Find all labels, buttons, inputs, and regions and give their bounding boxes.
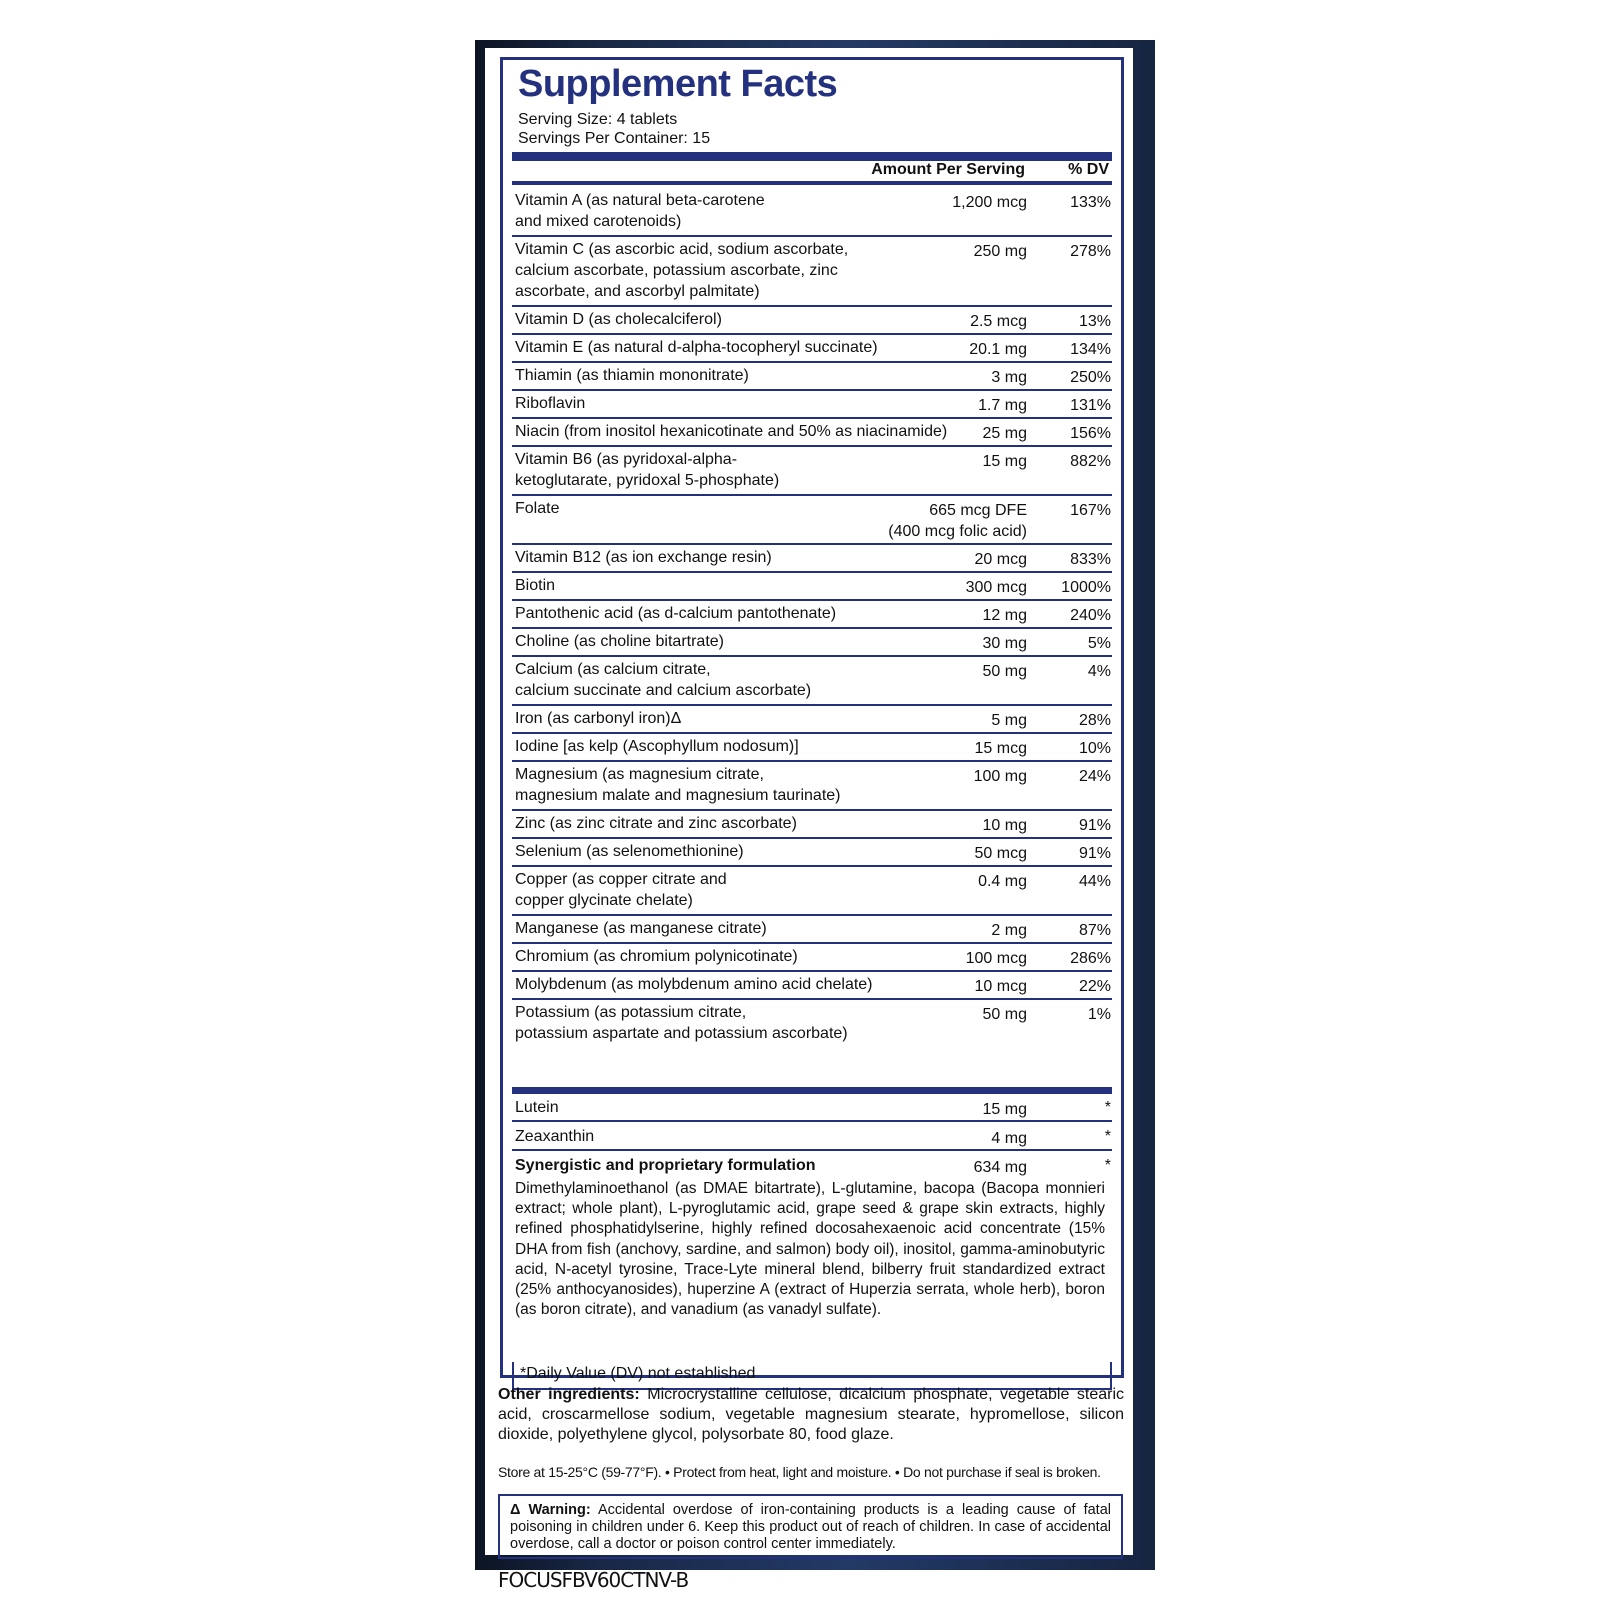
blend-ingredients: Dimethylaminoethanol (as DMAE bitartrate), L-glutamine, bacopa (Bacopa monnieri extract; whole plant), L-pyroglutamic acid, grape seed & grape skin extracts, highly refined phosphatidylserine, highly refined docosahexaenoic acid concentrate (15% DHA from fish (anchovy, sardine, and salmon) body oil), inositol, gamma-aminobutyric acid, N-acetyl tyrosine, Trace-Lyte mineral blend, bilberry fruit standardized extract (25% anthocyanosides), huperzine A (extract of Huperzia serrata, whole herb), boron (as boron citrate), and vanadium (as vanadyl sulfate).: [515, 1180, 1105, 1319]
row-divider: [512, 494, 1112, 496]
nutrient-dv: 28%: [1078, 712, 1111, 729]
supplement-facts-box: [500, 57, 1124, 1382]
nutrient-name-line: Zinc (as zinc citrate and zinc ascorbate): [515, 815, 797, 832]
nutrient-dv: 240%: [1070, 607, 1111, 624]
nutrient-dv: 10%: [1078, 740, 1111, 757]
nutrient-amount: [847, 710, 1027, 731]
row-divider: [512, 445, 1112, 447]
nutrient-amount: [847, 948, 1027, 969]
nutrient-amount-line: 250 mg: [973, 243, 1027, 260]
nutrient-name-line: Potassium (as potassium citrate,: [515, 1004, 747, 1021]
nutrient-amount: [847, 192, 1027, 213]
other-ingredients-label: Other ingredients:: [498, 1386, 640, 1403]
nutrient-amount: [847, 241, 1027, 262]
nutrient-dv: 833%: [1070, 551, 1111, 568]
section-rule: [512, 1087, 1112, 1094]
nutrient-dv: 156%: [1070, 425, 1111, 442]
row-divider: [512, 655, 1112, 657]
nutrient-dv: 91%: [1078, 845, 1111, 862]
nutrient-name-line: Vitamin E (as natural d-alpha-tocopheryl succinate): [515, 339, 878, 356]
lutein-dv: *: [1104, 1099, 1111, 1116]
nutrient-amount-line: 50 mg: [982, 1006, 1027, 1023]
nutrient-name-line: Copper (as copper citrate and: [515, 871, 727, 888]
nutrient-name-line: Folate: [515, 500, 560, 517]
row-divider: [512, 627, 1112, 629]
nutrient-amount-line: 10 mcg: [974, 978, 1027, 995]
nutrient-amount: [847, 605, 1027, 626]
nutrient-name-line: Vitamin C (as ascorbic acid, sodium ascorbate,: [515, 241, 849, 258]
nutrient-dv: 882%: [1070, 453, 1111, 470]
nutrient-amount-line: (400 mcg folic acid): [888, 523, 1027, 540]
serving-size: Serving Size: 4 tablets: [518, 111, 678, 128]
nutrient-name-line: Selenium (as selenomethionine): [515, 843, 744, 860]
nutrient-name-line: Vitamin B6 (as pyridoxal-alpha-: [515, 451, 738, 468]
nutrient-amount: [847, 367, 1027, 388]
row-divider: [512, 417, 1112, 419]
nutrient-dv: 91%: [1078, 817, 1111, 834]
row-divider: [512, 704, 1112, 706]
row-divider: [512, 235, 1112, 237]
row-divider: [512, 389, 1112, 391]
nutrient-amount: [847, 311, 1027, 332]
nutrient-name-line: Iron (as carbonyl iron)Δ: [515, 710, 682, 727]
nutrient-dv: 286%: [1070, 950, 1111, 967]
nutrient-name-line: and mixed carotenoids): [515, 213, 682, 230]
nutrient-name-line: Calcium (as calcium citrate,: [515, 661, 711, 678]
row-divider: [512, 1149, 1112, 1151]
nutrient-amount: [847, 738, 1027, 759]
nutrient-amount-line: 10 mg: [982, 817, 1027, 834]
nutrient-dv: 1%: [1087, 1006, 1111, 1023]
nutrient-dv: 134%: [1070, 341, 1111, 358]
nutrient-amount-line: 12 mg: [982, 607, 1027, 624]
nutrient-name-line: Iodine [as kelp (Ascophyllum nodosum)]: [515, 738, 799, 755]
nutrient-amount-line: 50 mcg: [974, 845, 1027, 862]
nutrient-dv: 87%: [1078, 922, 1111, 939]
nutrient-amount-line: 30 mg: [982, 635, 1027, 652]
blend-amount: 634 mg: [973, 1159, 1027, 1176]
nutrient-dv: 24%: [1078, 768, 1111, 785]
nutrient-name-line: Riboflavin: [515, 395, 586, 412]
nutrient-name-line: potassium aspartate and potassium ascorbate): [515, 1025, 848, 1042]
row-divider: [512, 361, 1112, 363]
row-divider: [512, 543, 1112, 545]
nutrient-amount-line: 0.4 mg: [978, 873, 1027, 890]
nutrient-dv: 1000%: [1061, 579, 1111, 596]
nutrient-dv: 4%: [1087, 663, 1111, 680]
nutrient-dv: 131%: [1070, 397, 1111, 414]
nutrient-name-line: ascorbate, and ascorbyl palmitate): [515, 283, 760, 300]
row-divider: [512, 305, 1112, 307]
nutrient-name-line: Thiamin (as thiamin mononitrate): [515, 367, 749, 384]
nutrient-amount: [847, 451, 1027, 472]
nutrient-name-line: Biotin: [515, 577, 556, 594]
nutrient-amount-line: 15 mg: [982, 453, 1027, 470]
nutrient-amount-line: 20.1 mg: [969, 341, 1027, 358]
zeaxanthin-amount: 4 mg: [991, 1130, 1027, 1147]
nutrient-amount: [847, 843, 1027, 864]
zeaxanthin-dv: *: [1104, 1128, 1111, 1145]
amount-per-serving-header: Amount Per Serving: [871, 161, 1025, 178]
blend-name: Synergistic and proprietary formulation: [515, 1157, 816, 1174]
nutrient-amount: [847, 976, 1027, 997]
nutrient-amount-line: 1.7 mg: [978, 397, 1027, 414]
lutein-amount: 15 mg: [982, 1101, 1027, 1118]
nutrient-name-line: Vitamin B12 (as ion exchange resin): [515, 549, 772, 566]
nutrient-name-line: copper glycinate chelate): [515, 892, 693, 909]
row-divider: [512, 809, 1112, 811]
nutrient-amount-line: 5 mg: [991, 712, 1027, 729]
row-divider: [512, 732, 1112, 734]
row-divider: [512, 837, 1112, 839]
row-divider: [512, 599, 1112, 601]
nutrient-dv: 13%: [1078, 313, 1111, 330]
nutrient-amount: [847, 815, 1027, 836]
other-ingredients: [498, 1385, 1124, 1445]
nutrient-amount: [847, 423, 1027, 444]
nutrient-name-line: calcium ascorbate, potassium ascorbate, zinc: [515, 262, 838, 279]
label-card: [485, 48, 1133, 1592]
row-divider: [512, 333, 1112, 335]
nutrient-dv: 5%: [1087, 635, 1111, 652]
product-code: FOCUSFBV60CTNV-B: [498, 1568, 689, 1592]
row-divider: [512, 571, 1112, 573]
nutrient-name-line: Pantothenic acid (as d-calcium pantothenate): [515, 605, 837, 622]
nutrient-amount-line: 50 mg: [982, 663, 1027, 680]
nutrient-amount-line: 100 mcg: [965, 950, 1027, 967]
nutrient-name-line: ketoglutarate, pyridoxal 5-phosphate): [515, 472, 780, 489]
nutrient-amount: [847, 395, 1027, 416]
nutrient-amount-line: 2.5 mcg: [970, 313, 1027, 330]
nutrient-dv: 133%: [1070, 194, 1111, 211]
iron-warning-box: [498, 1494, 1123, 1559]
nutrient-amount: [847, 500, 1027, 542]
column-header-rule: [512, 181, 1112, 185]
row-divider: [512, 865, 1112, 867]
row-divider: [512, 942, 1112, 944]
nutrient-amount: [847, 577, 1027, 598]
nutrient-amount: [847, 339, 1027, 360]
nutrient-name-line: calcium succinate and calcium ascorbate): [515, 682, 812, 699]
nutrient-amount-line: 15 mcg: [974, 740, 1027, 757]
nutrient-amount: [847, 633, 1027, 654]
row-divider: [512, 998, 1112, 1000]
nutrient-name-line: Choline (as choline bitartrate): [515, 633, 724, 650]
nutrient-name-line: Manganese (as manganese citrate): [515, 920, 767, 937]
facts-title: Supplement Facts: [518, 63, 838, 105]
row-divider: [512, 1120, 1112, 1122]
nutrient-amount-line: 300 mcg: [965, 579, 1027, 596]
nutrient-name-line: Chromium (as chromium polynicotinate): [515, 948, 798, 965]
nutrient-dv: 44%: [1078, 873, 1111, 890]
nutrient-amount: [847, 871, 1027, 892]
nutrient-amount-line: 665 mcg DFE: [929, 502, 1027, 519]
nutrient-amount-line: 20 mcg: [974, 551, 1027, 568]
nutrient-name-line: Molybdenum (as molybdenum amino acid chelate): [515, 976, 873, 993]
blend-dv: *: [1104, 1157, 1111, 1174]
zeaxanthin-name: Zeaxanthin: [515, 1128, 595, 1145]
servings-per-container: Servings Per Container: 15: [518, 130, 711, 147]
nutrient-dv: 167%: [1070, 502, 1111, 519]
nutrient-dv: 278%: [1070, 243, 1111, 260]
other-ingredients-text: Microcrystalline cellulose, dicalcium phosphate, vegetable stearic acid, croscarmellose sodium, vegetable magnesium stearate, hypromellose, silicon dioxide, polyethylene glycol, polysorbate 80, food glaze.: [498, 1386, 1125, 1443]
nutrient-name-line: Vitamin A (as natural beta-carotene: [515, 192, 765, 209]
storage-instructions: Store at 15-25°C (59-77°F). • Protect from heat, light and moisture. • Do not purchase if seal is broken.: [498, 1464, 1101, 1480]
nutrient-amount-line: 100 mg: [973, 768, 1027, 785]
nutrient-amount: [847, 661, 1027, 682]
nutrient-amount-line: 2 mg: [991, 922, 1027, 939]
warning-label: Δ Warning:: [510, 1502, 591, 1518]
nutrient-amount: [847, 766, 1027, 787]
dv-header: % DV: [1068, 161, 1109, 178]
nutrient-dv: 22%: [1078, 978, 1111, 995]
nutrient-amount-line: 3 mg: [991, 369, 1027, 386]
nutrient-amount-line: 1,200 mcg: [952, 194, 1027, 211]
nutrient-amount: [847, 920, 1027, 941]
nutrient-dv: 250%: [1070, 369, 1111, 386]
nutrient-name-line: Magnesium (as magnesium citrate,: [515, 766, 764, 783]
row-divider: [512, 914, 1112, 916]
nutrient-amount: [847, 1004, 1027, 1025]
row-divider: [512, 970, 1112, 972]
row-divider: [512, 760, 1112, 762]
lutein-name: Lutein: [515, 1099, 559, 1116]
nutrient-name-line: Vitamin D (as cholecalciferol): [515, 311, 722, 328]
nutrient-amount-line: 25 mg: [982, 425, 1027, 442]
dv-footnote: *Daily Value (DV) not established: [512, 1362, 1112, 1390]
nutrient-name-line: magnesium malate and magnesium taurinate): [515, 787, 841, 804]
warning-text: Accidental overdose of iron-containing products is a leading cause of fatal poisoning in children under 6. Keep this product out of reach of children. In case of accidental overdose, call a doctor or poison control center immediately.: [510, 1502, 1111, 1552]
nutrient-name-line: Niacin (from inositol hexanicotinate and 50% as niacinamide): [515, 423, 948, 440]
header-rule: [512, 152, 1112, 161]
nutrient-amount: [847, 549, 1027, 570]
